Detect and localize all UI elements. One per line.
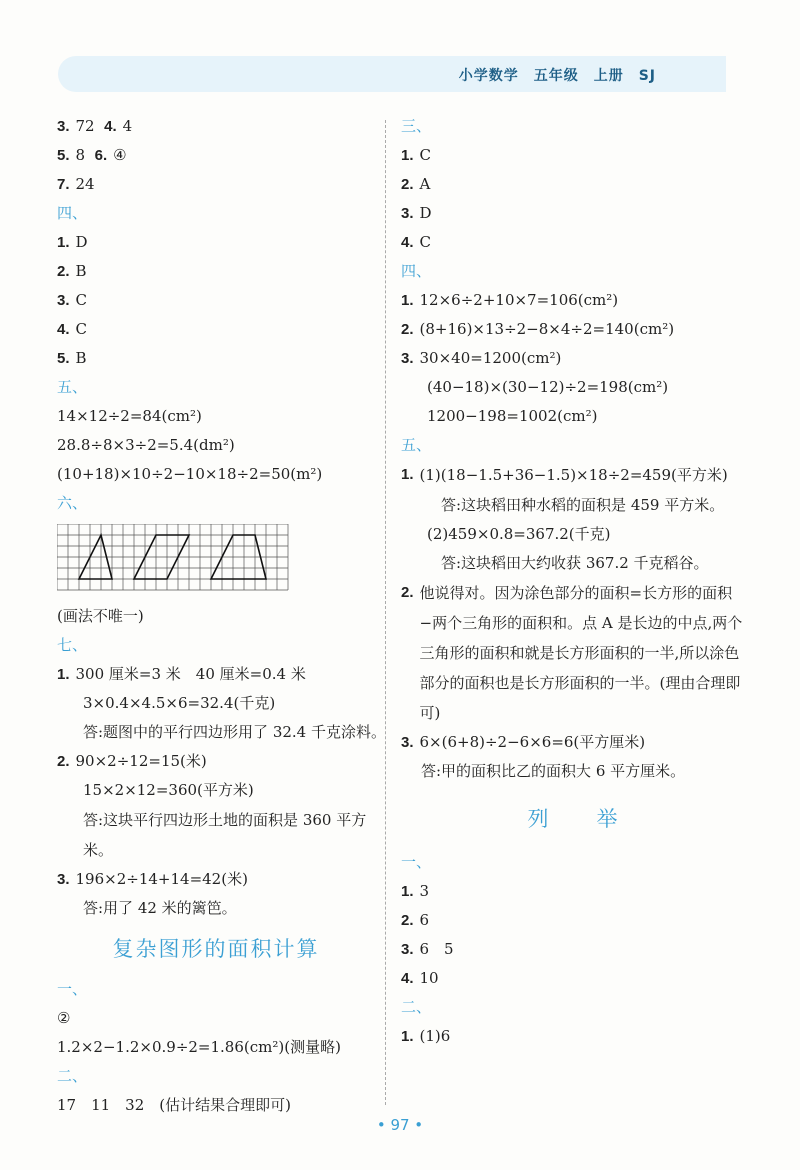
- answer-line: 2. (8+16)×13÷2−8×4÷2=140(cm²): [401, 320, 675, 338]
- answer-line: 2. A: [401, 175, 431, 193]
- section-heading: 二、: [57, 1067, 88, 1085]
- answer-line: 4. C: [57, 320, 87, 338]
- answer-line: 1. 300 厘米=3 米 40 厘米=0.4 米: [57, 665, 306, 683]
- section-heading: 三、: [401, 117, 432, 135]
- answer-line: ②: [57, 1009, 71, 1027]
- equation: 1200−198=1002(cm²): [427, 407, 598, 425]
- equation: 14×12÷2=84(cm²): [57, 407, 202, 425]
- answer-line: 2. 他说得对。因为涂色部分的面积=长方形的面积−两个三角形的面积和。点 A 是长边的中点,两个三角形的面积和就是长方形面积的一半,所以涂色部分的面积也是长方形面积的一半。(理由合理即可): [401, 584, 743, 722]
- equation: (10+18)×10÷2−10×18÷2=50(m²): [57, 465, 323, 483]
- answer-line: 2. B: [57, 262, 87, 280]
- answer-text: 答:这块稻田大约收获 367.2 千克稻谷。: [441, 554, 709, 572]
- grid-drawing: [57, 524, 293, 592]
- equation: 3×0.4×4.5×6=32.4(千克): [83, 694, 276, 712]
- answer-line: 3. 6×(6+8)÷2−6×6=6(平方厘米): [401, 733, 646, 751]
- answer-line: 17 11 32 (估计结果合理即可): [57, 1096, 291, 1114]
- column-divider: [385, 120, 386, 1105]
- left-column: [57, 112, 386, 1120]
- page-header: [58, 56, 726, 92]
- equation: 28.8÷8×3÷2=5.4(dm²): [57, 436, 235, 454]
- answer-line: 1. (1)(18−1.5+36−1.5)×18÷2=459(平方米): [401, 466, 728, 484]
- answer-line: 1. 3: [401, 882, 430, 900]
- answer-text: 答:这块平行四边形土地的面积是 360 平方米。: [83, 811, 367, 859]
- equation: 1.2×2−1.2×0.9÷2=1.86(cm²)(测量略): [57, 1038, 341, 1056]
- section-heading: 二、: [401, 998, 432, 1016]
- right-column: [401, 112, 746, 1051]
- answer-line: 2. 6: [401, 911, 430, 929]
- header-title: 小学数学 五年级 上册 SJ: [458, 68, 656, 84]
- answer-line: 3. 6 5: [401, 940, 454, 958]
- answer-line: 3. 196×2÷14+14=42(米): [57, 870, 248, 888]
- answer-line: 3. 72 4. 4: [57, 117, 133, 135]
- page-number: • 97 •: [376, 1116, 424, 1134]
- answer-line: 3. 30×40=1200(cm²): [401, 349, 562, 367]
- note: (画法不唯一): [57, 607, 144, 625]
- equation: (40−18)×(30−12)÷2=198(cm²): [427, 378, 669, 396]
- equation: 15×2×12=360(平方米): [83, 781, 254, 799]
- answer-line: 3. D: [401, 204, 432, 222]
- answer-text: 答:题图中的平行四边形用了 32.4 千克涂料。: [83, 723, 386, 741]
- answer-line: 1. D: [57, 233, 88, 251]
- answer-line: 1. C: [401, 146, 431, 164]
- answer-text: 答:用了 42 米的篱笆。: [83, 899, 237, 917]
- section-title: 复杂图形的面积计算: [112, 937, 320, 961]
- answer-line: 7. 24: [57, 175, 95, 193]
- section-heading: 七、: [57, 636, 88, 654]
- answer-text: 答:这块稻田种水稻的面积是 459 平方米。: [441, 496, 725, 514]
- answer-line: 2. 90×2÷12=15(米): [57, 752, 207, 770]
- section-heading: 四、: [57, 204, 88, 222]
- equation: (2)459×0.8=367.2(千克): [427, 525, 611, 543]
- answer-line: 5. 8 6. ④: [57, 146, 127, 164]
- answer-text: 答:甲的面积比乙的面积大 6 平方厘米。: [421, 762, 686, 780]
- section-heading: 四、: [401, 262, 432, 280]
- answer-line: 4. 10: [401, 969, 439, 987]
- section-heading: 六、: [57, 494, 88, 512]
- answer-line: 1. 12×6÷2+10×7=106(cm²): [401, 291, 619, 309]
- section-heading: 五、: [401, 436, 432, 454]
- answer-line: 3. C: [57, 291, 87, 309]
- section-heading: 一、: [401, 853, 432, 871]
- section-heading: 一、: [57, 980, 88, 998]
- grid-figure: [57, 518, 375, 602]
- section-title: 列 举: [527, 807, 620, 831]
- answer-line: 5. B: [57, 349, 87, 367]
- answer-line: 1. (1)6: [401, 1027, 451, 1045]
- answer-line: 4. C: [401, 233, 431, 251]
- section-heading: 五、: [57, 378, 88, 396]
